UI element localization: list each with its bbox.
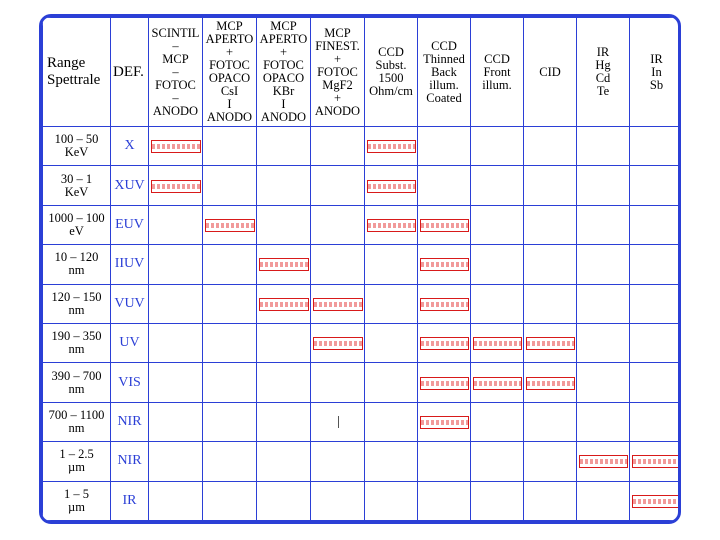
range-cell <box>43 127 111 166</box>
coverage-cell <box>630 481 682 520</box>
coverage-cell <box>630 323 682 362</box>
coverage-cell <box>257 481 311 520</box>
detector-column-header <box>203 18 257 127</box>
coverage-bar <box>420 337 469 350</box>
table-row <box>43 245 682 284</box>
coverage-cell <box>577 205 630 244</box>
detector-header-line: In <box>651 65 662 79</box>
coverage-cell <box>149 323 203 362</box>
coverage-bar <box>420 416 469 429</box>
range-line: eV <box>69 224 84 238</box>
band-label-cell: UV <box>111 323 149 362</box>
detector-header-line: + <box>279 46 288 59</box>
range-cell <box>43 245 111 284</box>
band-label-cell: IIUV <box>111 245 149 284</box>
coverage-bar <box>259 298 309 311</box>
coverage-cell <box>203 323 257 362</box>
coverage-cell <box>311 284 365 323</box>
detector-header-line: + <box>225 46 234 59</box>
coverage-cell <box>149 166 203 205</box>
coverage-cell <box>365 166 418 205</box>
table-row <box>43 402 682 441</box>
coverage-bar <box>473 377 522 390</box>
coverage-cell <box>418 245 471 284</box>
coverage-cell <box>471 402 524 441</box>
detector-header-line: + <box>333 52 342 66</box>
coverage-cell <box>577 245 630 284</box>
table-row <box>43 442 682 481</box>
coverage-cell <box>524 284 577 323</box>
coverage-cell <box>524 166 577 205</box>
coverage-cell <box>149 284 203 323</box>
range-cell <box>43 402 111 441</box>
range-cell <box>43 363 111 402</box>
coverage-cell <box>630 245 682 284</box>
coverage-cell <box>365 127 418 166</box>
detector-header-line: Hg <box>595 59 611 72</box>
coverage-cell <box>365 205 418 244</box>
detector-header-line: illum. <box>482 78 512 92</box>
coverage-cell <box>203 363 257 402</box>
detector-column-header <box>149 18 203 127</box>
detector-header-line: FINEST. <box>315 39 360 53</box>
detector-header-line: Back <box>431 65 457 79</box>
small-tick-mark <box>338 416 339 428</box>
range-line: 10 – 120 <box>54 251 99 265</box>
coverage-cell <box>257 127 311 166</box>
coverage-cell <box>524 363 577 402</box>
detector-header-line: KBr <box>272 85 295 98</box>
coverage-bar <box>420 377 469 390</box>
detector-header-line: I <box>227 98 232 111</box>
range-cell <box>43 323 111 362</box>
coverage-cell <box>524 481 577 520</box>
detector-header-line: I <box>281 98 286 111</box>
range-line: 120 – 150 <box>51 290 102 304</box>
range-line: 30 – 1 <box>60 172 93 186</box>
coverage-cell <box>257 323 311 362</box>
coverage-cell <box>630 284 682 323</box>
range-cell <box>43 166 111 205</box>
range-line: nm <box>68 343 85 357</box>
detector-header-line: IR <box>650 52 663 66</box>
range-line: nm <box>68 264 85 278</box>
coverage-bar <box>420 258 469 271</box>
detector-header-line: FOTOC <box>155 78 196 92</box>
range-header-line: Range <box>47 55 86 71</box>
detector-header-line: 1500 <box>378 72 404 85</box>
coverage-cell <box>418 284 471 323</box>
coverage-cell <box>203 245 257 284</box>
coverage-bar <box>367 180 416 193</box>
coverage-cell <box>203 127 257 166</box>
detector-header-line: Sb <box>649 78 664 92</box>
coverage-cell <box>524 442 577 481</box>
table-row <box>43 205 682 244</box>
coverage-cell <box>577 284 630 323</box>
coverage-bar <box>313 298 363 311</box>
detector-column-header <box>471 18 524 127</box>
range-line: 1 – 5 <box>64 487 89 501</box>
coverage-cell <box>418 363 471 402</box>
range-line: nm <box>68 303 85 317</box>
coverage-cell <box>524 323 577 362</box>
coverage-cell <box>630 442 682 481</box>
coverage-cell <box>577 323 630 362</box>
coverage-cell <box>471 127 524 166</box>
coverage-cell <box>203 166 257 205</box>
coverage-cell <box>257 205 311 244</box>
coverage-cell <box>418 323 471 362</box>
band-label-cell: NIR <box>111 402 149 441</box>
band-label-cell: XUV <box>111 166 149 205</box>
detector-header-line: FOTOC <box>317 65 358 79</box>
coverage-cell <box>257 442 311 481</box>
coverage-cell <box>365 481 418 520</box>
coverage-cell <box>577 402 630 441</box>
detector-column-header <box>418 18 471 127</box>
table-row <box>43 323 682 362</box>
detector-header-line: – <box>172 91 179 105</box>
range-cell <box>43 205 111 244</box>
coverage-cell <box>311 363 365 402</box>
detector-column-header <box>365 18 418 127</box>
coverage-cell <box>471 481 524 520</box>
coverage-cell <box>630 205 682 244</box>
coverage-bar <box>259 258 309 271</box>
coverage-cell <box>577 481 630 520</box>
coverage-cell <box>257 402 311 441</box>
detector-header-line: MCP <box>324 26 351 40</box>
coverage-bar <box>473 337 522 350</box>
coverage-cell <box>418 205 471 244</box>
coverage-cell <box>203 402 257 441</box>
coverage-cell <box>524 245 577 284</box>
detector-header-line: MgF2 <box>322 78 353 92</box>
band-label-cell: X <box>111 127 149 166</box>
coverage-cell <box>311 205 365 244</box>
coverage-cell <box>577 363 630 402</box>
range-cell <box>43 442 111 481</box>
coverage-bar <box>632 455 681 468</box>
coverage-cell <box>471 284 524 323</box>
detector-column-header <box>311 18 365 127</box>
range-line: 190 – 350 <box>51 330 102 344</box>
coverage-cell <box>365 284 418 323</box>
table-row <box>43 363 682 402</box>
detector-header-line: ANODO <box>314 104 361 118</box>
coverage-cell <box>311 127 365 166</box>
coverage-cell <box>311 402 365 441</box>
detector-header-line: APERTO <box>259 33 308 46</box>
detector-header-line: ANODO <box>206 111 253 124</box>
detector-header-line: ANODO <box>260 111 307 124</box>
detector-header-line: Coated <box>426 91 462 105</box>
coverage-cell <box>471 363 524 402</box>
coverage-cell <box>365 363 418 402</box>
range-line: 1 – 2.5 <box>59 448 94 462</box>
range-cell <box>43 481 111 520</box>
detector-column-header <box>524 18 577 127</box>
coverage-cell <box>311 442 365 481</box>
coverage-bar <box>526 337 575 350</box>
coverage-cell <box>257 363 311 402</box>
coverage-bar <box>420 298 469 311</box>
coverage-cell <box>203 205 257 244</box>
detector-header-line: CCD <box>484 52 510 66</box>
coverage-cell <box>471 205 524 244</box>
coverage-cell <box>203 284 257 323</box>
coverage-cell <box>149 481 203 520</box>
table-row <box>43 481 682 520</box>
coverage-cell <box>577 166 630 205</box>
range-line: KeV <box>64 185 89 199</box>
range-line: nm <box>68 421 85 435</box>
detector-header-line: OPACO <box>262 72 305 85</box>
coverage-cell <box>471 166 524 205</box>
band-label-cell: VIS <box>111 363 149 402</box>
detector-header-line: Thinned <box>423 52 465 66</box>
coverage-cell <box>418 481 471 520</box>
coverage-cell <box>149 205 203 244</box>
coverage-cell <box>471 323 524 362</box>
band-label-cell: NIR <box>111 442 149 481</box>
coverage-cell <box>149 402 203 441</box>
coverage-cell <box>365 323 418 362</box>
coverage-cell <box>418 402 471 441</box>
coverage-cell <box>311 481 365 520</box>
coverage-cell <box>311 245 365 284</box>
detector-header-line: SCINTIL <box>151 26 200 40</box>
detector-header-line: CCD <box>378 46 404 59</box>
coverage-bar <box>632 495 681 508</box>
coverage-cell <box>630 166 682 205</box>
band-label-cell: EUV <box>111 205 149 244</box>
range-line: 700 – 1100 <box>48 408 105 422</box>
band-label-cell: VUV <box>111 284 149 323</box>
coverage-cell <box>471 442 524 481</box>
range-header-cell <box>43 18 111 127</box>
detector-header-line: MCP <box>216 20 243 33</box>
detector-header-line: APERTO <box>205 33 254 46</box>
detector-header-line: – <box>172 39 179 53</box>
coverage-cell <box>630 402 682 441</box>
detector-column-header <box>630 18 682 127</box>
detector-coverage-table <box>42 17 681 521</box>
coverage-cell <box>365 245 418 284</box>
coverage-cell <box>577 442 630 481</box>
detector-header-line: – <box>172 65 179 79</box>
detector-coverage-table-frame <box>39 14 681 524</box>
coverage-bar <box>151 140 201 153</box>
coverage-cell <box>524 205 577 244</box>
detector-header-line: MCP <box>270 20 297 33</box>
detector-header-line: CsI <box>220 85 239 98</box>
coverage-bar <box>526 377 575 390</box>
coverage-cell <box>630 127 682 166</box>
coverage-cell <box>257 284 311 323</box>
range-line: 390 – 700 <box>51 369 102 383</box>
detector-header-line: MCP <box>162 52 189 66</box>
range-line: µm <box>68 461 85 475</box>
band-label-cell: IR <box>111 481 149 520</box>
range-line: 1000 – 100 <box>48 211 105 225</box>
coverage-bar <box>420 219 469 232</box>
detector-header-line: OPACO <box>208 72 251 85</box>
coverage-cell <box>311 166 365 205</box>
coverage-cell <box>524 402 577 441</box>
detector-header-line: Te <box>596 85 610 98</box>
range-line: nm <box>68 382 85 396</box>
coverage-bar <box>205 219 255 232</box>
detector-column-header <box>577 18 630 127</box>
coverage-cell <box>365 442 418 481</box>
detector-header-line: Ohm/cm <box>369 85 413 98</box>
coverage-bar <box>367 219 416 232</box>
coverage-cell <box>471 245 524 284</box>
coverage-bar <box>367 140 416 153</box>
range-line: KeV <box>64 146 89 160</box>
coverage-bar <box>313 337 363 350</box>
coverage-cell <box>418 442 471 481</box>
detector-header-line: + <box>333 91 342 105</box>
coverage-cell <box>524 127 577 166</box>
coverage-cell <box>203 481 257 520</box>
coverage-cell <box>149 127 203 166</box>
coverage-cell <box>577 127 630 166</box>
detector-header-line: FOTOC <box>209 59 250 72</box>
coverage-cell <box>149 442 203 481</box>
detector-header-line: CID <box>539 65 561 79</box>
coverage-cell <box>418 166 471 205</box>
coverage-cell <box>257 245 311 284</box>
range-line: 100 – 50 <box>54 133 99 147</box>
range-line: µm <box>68 500 85 514</box>
detector-header-line: CCD <box>431 39 457 53</box>
range-cell <box>43 284 111 323</box>
def-header-cell: DEF. <box>111 18 149 127</box>
table-row <box>43 166 682 205</box>
detector-header-line: Cd <box>595 72 611 85</box>
detector-column-header <box>257 18 311 127</box>
range-header-line: Spettrale <box>47 72 101 88</box>
coverage-cell <box>365 402 418 441</box>
coverage-bar <box>579 455 628 468</box>
coverage-cell <box>311 323 365 362</box>
detector-header-line: Subst. <box>375 59 407 72</box>
table-row <box>43 127 682 166</box>
coverage-cell <box>418 127 471 166</box>
coverage-cell <box>149 245 203 284</box>
header-row <box>43 18 682 127</box>
coverage-bar <box>151 180 201 193</box>
detector-header-line: Front <box>483 65 511 79</box>
coverage-cell <box>630 363 682 402</box>
detector-header-line: illum. <box>429 78 459 92</box>
table-row <box>43 284 682 323</box>
coverage-cell <box>257 166 311 205</box>
detector-header-line: FOTOC <box>263 59 304 72</box>
detector-header-line: ANODO <box>152 104 199 118</box>
coverage-cell <box>149 363 203 402</box>
coverage-cell <box>203 442 257 481</box>
detector-header-line: IR <box>596 46 610 59</box>
